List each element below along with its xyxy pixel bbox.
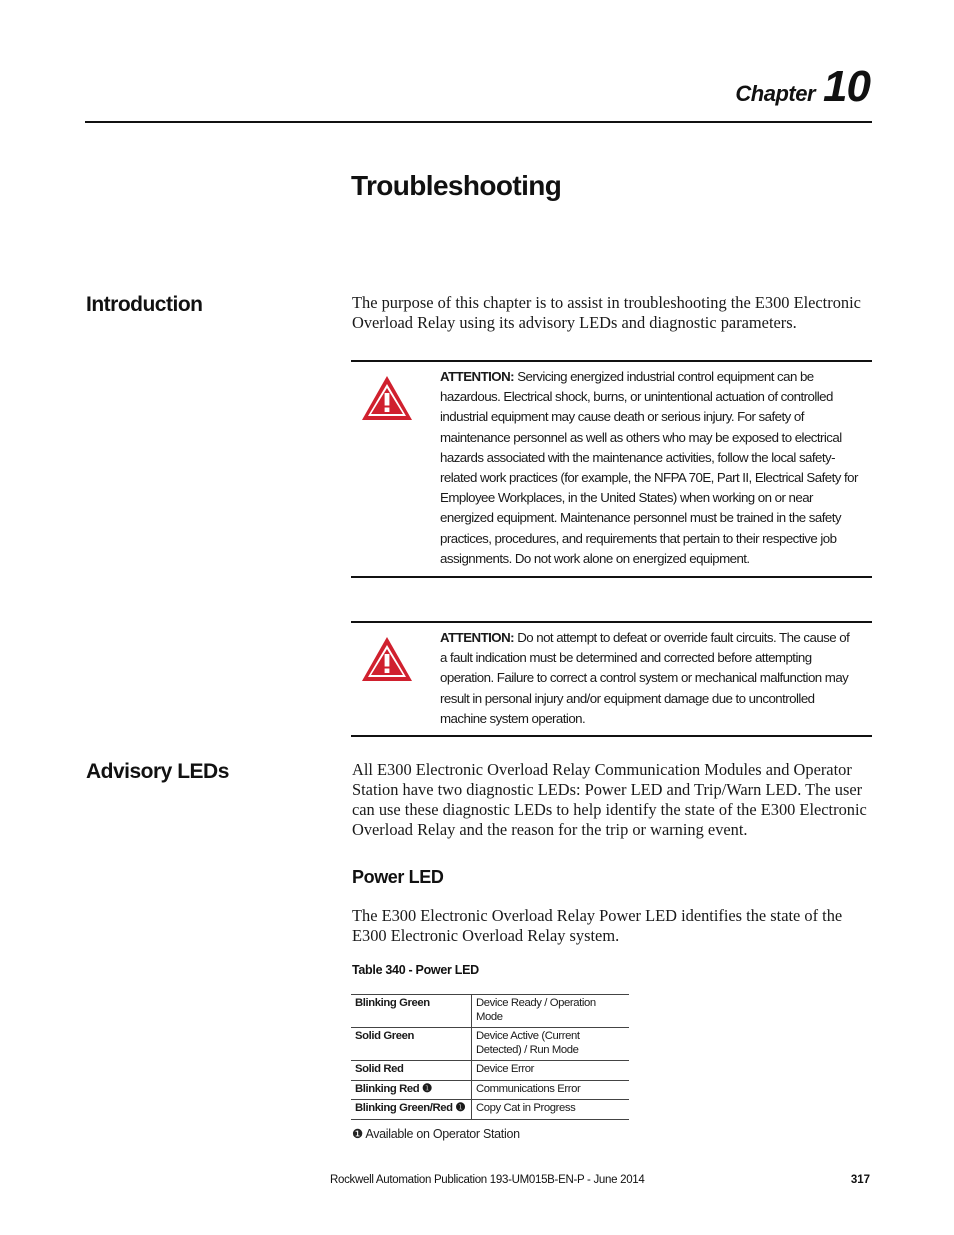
table-row — [351, 1100, 629, 1120]
led-state-cell: Solid Red — [351, 1061, 472, 1081]
attention-label-2: ATTENTION: — [440, 630, 515, 645]
table-row — [351, 995, 629, 1028]
led-state-cell: Solid Green — [351, 1028, 472, 1061]
page-title: Troubleshooting — [351, 170, 562, 201]
power-led-paragraph: The E300 Electronic Overload Relay Power LED identifies the state of the E300 Electronic Overload Relay system. — [352, 906, 843, 945]
advisory-leds-heading: Advisory LEDs — [86, 760, 229, 783]
attention-box-2 — [351, 621, 872, 737]
warning-triangle-icon — [360, 374, 414, 422]
table-row — [351, 1080, 629, 1100]
footer-page-number: 317 — [850, 1174, 870, 1186]
attention-text-2 — [440, 628, 858, 729]
attention-box-1 — [351, 360, 872, 578]
attention-label-1: ATTENTION: — [440, 369, 515, 384]
advisory-leds-paragraph: All E300 Electronic Overload Relay Communication Modules and Operator Station have two diagnostic LEDs: Power LED and Trip/Warn LED. The user can use these diagnostic LEDs to help identify the state of the E300 Electronic Overload Relay and the reason for the trip or warning event. — [352, 760, 867, 839]
header-rule — [85, 121, 872, 123]
attention-text-1 — [440, 367, 858, 569]
led-state-cell: Blinking Green — [351, 995, 472, 1028]
introduction-heading: Introduction — [86, 293, 203, 316]
chapter-label: Chapter — [735, 81, 816, 106]
power-led-table — [351, 994, 629, 1120]
introduction-paragraph: The purpose of this chapter is to assist in troubleshooting the E300 Electronic Overload Relay using its advisory LEDs and diagnostic parameters. — [352, 293, 861, 332]
table-footnote: ❶ Available on Operator Station — [352, 1127, 520, 1141]
led-description-cell: Copy Cat in Progress — [472, 1100, 630, 1120]
led-description-cell: Device Active (Current Detected) / Run Mode — [472, 1028, 630, 1061]
footer-publication: Rockwell Automation Publication 193-UM015B-EN-P - June 2014 — [330, 1174, 645, 1186]
attention-body-1: Servicing energized industrial control equipment can be hazardous. Electrical shock, burns, or unintentional actuation of controlled industrial equipment may cause death or serious injury. For safety of maintenance personnel as well as others who may be exposed to electrical hazards associated with the maintenance activities, follow the local safety-related work practices (for example, the NFPA 70E, Part II, Electrical Safety for Employee Workplaces, in the United States) when working on or near energized equipment. Maintenance personnel must be trained in the safety practices, procedures, and requirements that pertain to their respective job assignments. Do not work alone on energized equipment. — [440, 369, 858, 566]
table-row — [351, 1061, 629, 1081]
led-description-cell: Device Error — [472, 1061, 630, 1081]
chapter-number: 10 — [823, 62, 870, 111]
led-description-cell: Device Ready / Operation Mode — [472, 995, 630, 1028]
table-caption: Table 340 - Power LED — [352, 963, 479, 977]
led-state-cell: Blinking Red ❶ — [351, 1080, 472, 1100]
attention-body-2: Do not attempt to defeat or override fault circuits. The cause of a fault indication must be determined and corrected before attempting operation. Failure to correct a control system or mechanical malfunction may result in personal injury and/or equipment damage due to uncontrolled machine system operation. — [440, 630, 850, 726]
led-description-cell: Communications Error — [472, 1080, 630, 1100]
led-state-cell: Blinking Green/Red ❶ — [351, 1100, 472, 1120]
power-led-heading: Power LED — [352, 867, 444, 887]
table-row — [351, 1028, 629, 1061]
chapter-header — [735, 62, 870, 112]
warning-triangle-icon — [360, 635, 414, 683]
